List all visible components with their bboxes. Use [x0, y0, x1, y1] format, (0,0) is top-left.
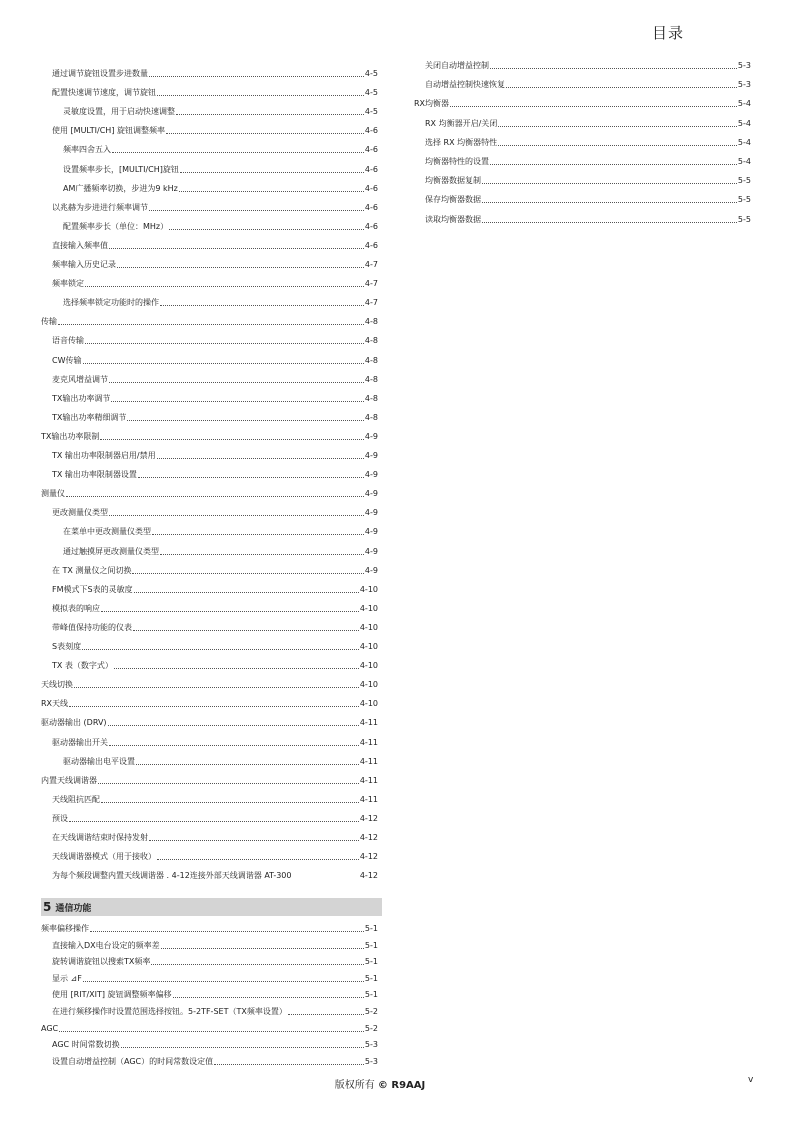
- toc-leader-dots: [83, 981, 364, 982]
- toc-entry-page: 4-11: [359, 718, 378, 728]
- toc-leader-dots: [161, 948, 364, 949]
- toc-entry-text: 频率锁定: [52, 279, 84, 289]
- toc-entry[interactable]: [414, 99, 751, 109]
- toc-entry-page: 5-2: [364, 1007, 378, 1016]
- toc-entry-text: 在天线调谐结束时保持发射: [52, 833, 148, 842]
- toc-entry-page: 4-8: [364, 317, 378, 327]
- toc-entry[interactable]: [52, 957, 378, 967]
- toc-entry-text: 麦克风增益调节: [52, 374, 108, 384]
- toc-leader-dots: [157, 458, 364, 459]
- toc-entry[interactable]: [52, 833, 378, 843]
- toc-entry[interactable]: [52, 1040, 378, 1050]
- toc-entry[interactable]: [425, 157, 751, 167]
- toc-entry-page: 4-7: [364, 260, 378, 269]
- toc-entry-page: 4-6: [364, 183, 378, 193]
- toc-leader-dots: [160, 305, 364, 306]
- toc-entry-text: 频率四舍五入: [63, 145, 111, 155]
- toc-entry-page: 5-2: [364, 1023, 378, 1033]
- toc-entry[interactable]: [52, 661, 378, 671]
- chapter-title: 通信功能: [55, 903, 92, 914]
- toc-entry-page: 4-12: [359, 871, 378, 881]
- toc-leader-dots: [482, 222, 737, 223]
- toc-entry[interactable]: [52, 356, 378, 366]
- toc-entry-text: 传输: [41, 317, 57, 327]
- toc-entry[interactable]: [52, 941, 378, 951]
- toc-leader-dots: [166, 133, 364, 134]
- toc-entry-text: 关闭自动增益控制: [425, 61, 489, 70]
- toc-leader-dots: [176, 114, 364, 115]
- toc-leader-dots: [169, 229, 364, 230]
- toc-entry-text: 频率输入历史记录: [52, 260, 116, 269]
- toc-entry-page: 4-6: [364, 221, 378, 231]
- toc-entry[interactable]: [41, 680, 378, 690]
- toc-entry[interactable]: [52, 470, 378, 480]
- toc-entry-text: AM广播频率切换，步进为9 kHz: [63, 183, 178, 193]
- toc-entry-page: 4-9: [364, 451, 378, 460]
- toc-entry-text: 使用 [MULTI/CH] 旋钮调整频率: [52, 126, 165, 136]
- toc-entry-page: 4-11: [359, 737, 378, 747]
- toc-leader-dots: [58, 324, 364, 325]
- toc-entry-text: TX 输出功率限制器设置: [52, 470, 137, 480]
- toc-entry-text: AGC 时间常数切换: [52, 1040, 120, 1050]
- toc-entry-page: 4-12: [359, 833, 378, 842]
- toc-entry[interactable]: [63, 165, 378, 175]
- toc-entry-text: 在菜单中更改测量仪类型: [63, 527, 151, 537]
- toc-entry[interactable]: [52, 88, 378, 98]
- toc-entry-text: 选择 RX 均衡器特性: [425, 137, 498, 147]
- toc-entry[interactable]: [425, 80, 751, 90]
- toc-entry-text: AGC: [41, 1023, 59, 1033]
- toc-entry-page: 4-10: [359, 622, 378, 632]
- toc-entry-text: RX 均衡器开启/关闭: [425, 118, 498, 128]
- toc-entry-text: 为每个频段调整内置天线调谐器 . 4-12连接外部天线调谐器 AT-300: [52, 871, 292, 881]
- toc-entry-page: 4-10: [359, 661, 378, 671]
- toc-entry-text: FM模式下S表的灵敏度: [52, 584, 133, 594]
- toc-entry[interactable]: [63, 547, 378, 557]
- toc-leader-dots: [82, 649, 359, 650]
- toc-leader-dots: [490, 164, 737, 165]
- copyright-holder: © R9AAJ: [377, 1080, 426, 1091]
- toc-leader-dots: [490, 68, 737, 69]
- toc-leader-dots: [69, 821, 359, 822]
- toc-leader-dots: [69, 706, 359, 707]
- toc-entry[interactable]: [52, 871, 378, 881]
- toc-leader-dots: [109, 248, 364, 249]
- footer-copyright: [0, 1076, 760, 1091]
- toc-leader-dots: [74, 687, 359, 688]
- toc-entry-page: 4-8: [364, 393, 378, 403]
- toc-entry-page: 5-1: [364, 957, 378, 967]
- toc-entry-page: 4-6: [364, 126, 378, 136]
- toc-entry-text: 带峰值保持功能的仪表: [52, 622, 132, 632]
- toc-entry-text: 更改测量仪类型: [52, 508, 108, 518]
- page-title: 目录: [652, 24, 685, 42]
- toc-entry[interactable]: [52, 69, 378, 79]
- toc-entry-page: 5-4: [737, 137, 751, 147]
- toc-leader-dots: [83, 363, 364, 364]
- toc-entry[interactable]: [425, 215, 751, 225]
- toc-entry-page: 5-5: [737, 214, 751, 224]
- toc-entry-text: S表刻度: [52, 642, 82, 651]
- toc-entry[interactable]: [425, 195, 751, 205]
- toc-entry[interactable]: [425, 138, 751, 148]
- toc-entry-text: 通过触摸屏更改测量仪类型: [63, 546, 159, 556]
- toc-entry-page: 4-5: [364, 88, 378, 98]
- toc-leader-dots: [498, 126, 737, 127]
- toc-leader-dots: [101, 611, 359, 612]
- toc-leader-dots: [214, 1064, 364, 1065]
- toc-leader-dots: [109, 382, 364, 383]
- toc-entry-page: 5-3: [364, 1056, 378, 1066]
- toc-entry[interactable]: [52, 814, 378, 824]
- toc-entry-page: 5-1: [364, 940, 378, 950]
- toc-entry-page: 4-8: [364, 374, 378, 384]
- toc-entry-text: 设置频率步长，[MULTI/CH]旋钮: [63, 164, 179, 174]
- chapter-heading: [41, 898, 382, 916]
- toc-entry-page: 4-6: [364, 164, 378, 174]
- toc-entry-page: 4-6: [364, 240, 378, 250]
- toc-entry-text: 在 TX 测量仪之间切换: [52, 565, 132, 575]
- toc-entry[interactable]: [52, 508, 378, 518]
- toc-entry-page: 4-12: [359, 813, 378, 823]
- toc-entry-text: 使用 [RIT/XIT] 旋钮调整频率偏移: [52, 990, 172, 1000]
- toc-entry[interactable]: [425, 176, 751, 186]
- toc-entry-text: 均衡器特性的设置: [425, 157, 489, 166]
- toc-leader-dots: [149, 76, 364, 77]
- toc-entry-text: 语音传输: [52, 336, 84, 346]
- toc-entry-text: 测量仪: [41, 489, 65, 499]
- toc-entry-text: 驱动器输出开关: [52, 737, 108, 747]
- toc-entry[interactable]: [52, 279, 378, 289]
- toc-entry-page: 5-4: [737, 157, 751, 166]
- toc-leader-dots: [85, 343, 364, 344]
- toc-entry[interactable]: [52, 974, 378, 984]
- toc-entry-text: 驱动器输出 (DRV): [41, 718, 107, 728]
- toc-entry-text: 天线调谐器模式（用于接收）: [52, 852, 156, 862]
- toc-leader-dots: [149, 840, 359, 841]
- toc-leader-dots: [134, 592, 359, 593]
- toc-entry-text: 天线切换: [41, 680, 73, 690]
- toc-entry-page: 5-5: [737, 176, 751, 186]
- toc-leader-dots: [108, 725, 359, 726]
- toc-entry-page: 4-8: [364, 336, 378, 346]
- toc-leader-dots: [151, 964, 364, 965]
- toc-entry-text: 模拟表的响应: [52, 603, 100, 613]
- toc-leader-dots: [132, 573, 363, 574]
- toc-leader-dots: [66, 496, 364, 497]
- toc-entry-text: TX 表（数字式）: [52, 661, 113, 671]
- toc-entry[interactable]: [52, 413, 378, 423]
- toc-leader-dots: [85, 286, 364, 287]
- toc-leader-dots: [482, 183, 737, 184]
- toc-entry-page: 4-8: [364, 355, 378, 365]
- chapter-number: 5: [43, 900, 52, 914]
- toc-leader-dots: [101, 802, 359, 803]
- toc-entry-page: 5-3: [737, 80, 751, 90]
- toc-leader-dots: [100, 439, 364, 440]
- toc-entry-text: 内置天线调谐器: [41, 775, 97, 785]
- toc-entry-page: 4-11: [359, 794, 378, 804]
- toc-entry-text: TX输出功率调节: [52, 393, 111, 403]
- toc-entry-page: 4-6: [364, 145, 378, 155]
- toc-entry-page: 5-1: [364, 924, 378, 933]
- toc-entry[interactable]: [425, 61, 751, 71]
- toc-entry[interactable]: [63, 757, 378, 767]
- toc-entry-text: TX输出功率精细调节: [52, 412, 127, 422]
- toc-entry-page: 4-7: [364, 279, 378, 289]
- toc-entry-page: 4-10: [359, 603, 378, 613]
- toc-entry[interactable]: [52, 852, 378, 862]
- toc-entry-page: 5-3: [364, 1040, 378, 1050]
- toc-leader-dots: [149, 210, 364, 211]
- toc-entry-page: 4-9: [364, 489, 378, 499]
- toc-entry-text: 显示 ⊿F: [52, 973, 82, 983]
- toc-entry[interactable]: [52, 241, 378, 251]
- toc-entry-text: 配置快速调节速度，调节旋钮: [52, 88, 156, 98]
- toc-entry-page: 4-7: [364, 298, 378, 308]
- toc-leader-dots: [121, 1047, 364, 1048]
- toc-entry[interactable]: [41, 1024, 378, 1034]
- toc-entry-text: 选择频率锁定功能时的操作: [63, 298, 159, 308]
- toc-entry[interactable]: [41, 924, 378, 934]
- page-number: v: [748, 1075, 754, 1085]
- toc-leader-dots: [179, 191, 364, 192]
- toc-entry[interactable]: [41, 489, 378, 499]
- toc-entry-page: 5-3: [737, 61, 751, 70]
- toc-leader-dots: [136, 764, 359, 765]
- toc-entry-page: 4-9: [364, 527, 378, 537]
- toc-entry[interactable]: [52, 642, 378, 652]
- toc-entry[interactable]: [52, 260, 378, 270]
- toc-entry[interactable]: [52, 375, 378, 385]
- toc-entry[interactable]: [52, 623, 378, 633]
- toc-entry[interactable]: [52, 203, 378, 213]
- toc-entry-page: 5-5: [737, 195, 751, 205]
- toc-entry[interactable]: [63, 222, 378, 232]
- toc-entry[interactable]: [52, 738, 378, 748]
- copyright-label: 版权所有: [334, 1080, 375, 1091]
- toc-leader-dots: [138, 477, 364, 478]
- toc-entry-page: 4-9: [364, 431, 378, 441]
- toc-leader-dots: [98, 783, 359, 784]
- toc-leader-dots: [482, 202, 737, 203]
- toc-leader-dots: [173, 997, 364, 998]
- toc-entry[interactable]: [52, 566, 378, 576]
- toc-leader-dots: [111, 401, 364, 402]
- toc-entry[interactable]: [52, 604, 378, 614]
- toc-entry[interactable]: [52, 585, 378, 595]
- toc-entry-text: 直接输入频率值: [52, 240, 108, 250]
- toc-entry[interactable]: [52, 990, 378, 1000]
- toc-entry-text: 灵敏度设置，用于启动快速调整: [63, 107, 175, 117]
- toc-entry-page: 4-5: [364, 107, 378, 117]
- toc-entry[interactable]: [52, 394, 378, 404]
- toc-leader-dots: [109, 745, 359, 746]
- toc-entry[interactable]: [41, 432, 378, 442]
- toc-entry[interactable]: [52, 795, 378, 805]
- toc-entry-text: 均衡器数据复制: [425, 176, 481, 186]
- toc-entry[interactable]: [41, 317, 378, 327]
- toc-entry-text: TX输出功率限制: [41, 431, 100, 441]
- toc-leader-dots: [117, 267, 364, 268]
- toc-entry[interactable]: [425, 119, 751, 129]
- toc-entry[interactable]: [52, 126, 378, 136]
- toc-leader-dots: [112, 152, 364, 153]
- toc-entry-text: 以兆赫为步进进行频率调节: [52, 202, 148, 212]
- toc-leader-dots: [450, 106, 737, 107]
- toc-entry[interactable]: [41, 776, 378, 786]
- toc-leader-dots: [506, 87, 737, 88]
- toc-entry-text: 保存均衡器数据: [425, 195, 481, 205]
- toc-leader-dots: [114, 668, 359, 669]
- toc-leader-dots: [157, 95, 364, 96]
- toc-entry-text: 驱动器输出电平设置: [63, 756, 135, 766]
- toc-entry-text: 自动增益控制快速恢复: [425, 80, 505, 90]
- toc-entry-page: 4-12: [359, 852, 378, 862]
- toc-leader-dots: [288, 1014, 364, 1015]
- toc-entry[interactable]: [63, 298, 378, 308]
- toc-entry-text: CW传输: [52, 355, 82, 365]
- toc-entry[interactable]: [63, 184, 378, 194]
- toc-entry-text: RX均衡器: [414, 99, 450, 109]
- toc-leader-dots: [127, 420, 364, 421]
- toc-entry[interactable]: [63, 527, 378, 537]
- toc-leader-dots: [109, 515, 364, 516]
- toc-leader-dots: [90, 931, 364, 932]
- toc-leader-dots: [180, 172, 364, 173]
- toc-leader-dots: [160, 554, 364, 555]
- toc-entry-page: 4-10: [359, 642, 378, 651]
- toc-entry-text: 旋转调谐旋钮以搜索TX频率: [52, 957, 151, 967]
- toc-leader-dots: [498, 145, 737, 146]
- toc-entry[interactable]: [41, 699, 378, 709]
- toc-entry-page: 4-5: [364, 69, 378, 78]
- toc-entry-page: 4-11: [359, 775, 378, 785]
- toc-leader-dots: [152, 534, 364, 535]
- toc-entry-page: 5-1: [364, 973, 378, 983]
- toc-entry[interactable]: [41, 718, 378, 728]
- toc-entry-text: 在进行频移操作时设置范围选择按钮。5-2TF-SET（TX频率设置）: [52, 1007, 287, 1016]
- toc-entry[interactable]: [52, 1057, 378, 1067]
- toc-entry-text: 读取均衡器数据: [425, 214, 481, 224]
- toc-leader-dots: [59, 1031, 364, 1032]
- toc-entry-page: 4-11: [359, 756, 378, 766]
- toc-leader-dots: [157, 859, 359, 860]
- toc-entry-page: 4-9: [364, 565, 378, 575]
- toc-entry-page: 5-4: [737, 99, 751, 109]
- toc-leader-dots: [133, 630, 359, 631]
- toc-entry-page: 4-8: [364, 412, 378, 422]
- toc-entry-text: 设置自动增益控制（AGC）的时间常数设定值: [52, 1056, 214, 1066]
- toc-entry-text: 预设: [52, 813, 68, 823]
- toc-entry-text: 直接输入DX电台设定的频率差: [52, 940, 160, 950]
- toc-entry-text: 通过调节旋钮设置步进数量: [52, 69, 148, 78]
- toc-entry-page: 4-9: [364, 546, 378, 556]
- toc-entry-page: 4-6: [364, 202, 378, 212]
- toc-entry-page: 4-10: [359, 680, 378, 690]
- toc-entry[interactable]: [52, 451, 378, 461]
- toc-entry-page: 4-10: [359, 584, 378, 594]
- toc-entry[interactable]: [63, 145, 378, 155]
- toc-entry-text: 频率偏移操作: [41, 924, 89, 933]
- toc-entry-text: 天线阻抗匹配: [52, 794, 100, 804]
- toc-entry-page: 5-1: [364, 990, 378, 1000]
- toc-entry-text: 配置频率步长（单位：MHz）: [63, 221, 169, 231]
- toc-entry[interactable]: [52, 1007, 378, 1017]
- toc-entry-page: 4-9: [364, 508, 378, 518]
- toc-entry-page: 4-10: [359, 699, 378, 709]
- toc-entry-page: 4-9: [364, 470, 378, 480]
- toc-entry[interactable]: [63, 107, 378, 117]
- toc-entry[interactable]: [52, 336, 378, 346]
- toc-entry-page: 5-4: [737, 118, 751, 128]
- toc-entry-text: RX天线: [41, 699, 69, 709]
- toc-entry-text: TX 输出功率限制器启用/禁用: [52, 451, 156, 460]
